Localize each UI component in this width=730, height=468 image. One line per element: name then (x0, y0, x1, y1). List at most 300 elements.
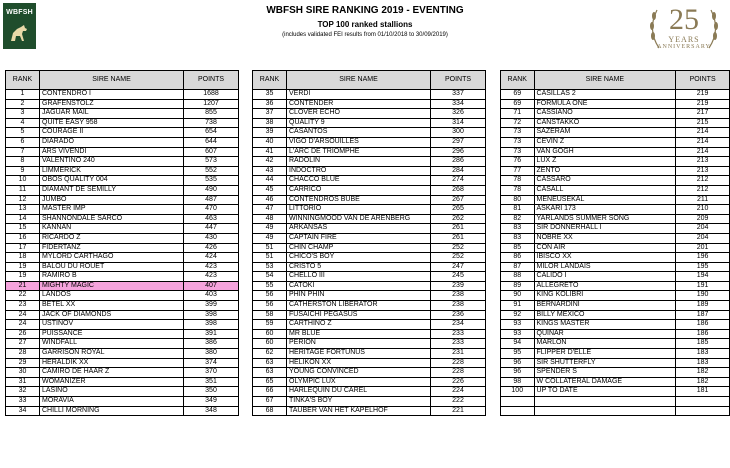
table-row (6, 310, 239, 320)
sire-name-cell: VIGO D'ARSOUILLES (287, 137, 431, 147)
table-row (501, 339, 730, 349)
sire-name-cell: QUINAR (534, 329, 676, 339)
date-range-note: (includes validated FEI results from 01/10/2018 to 30/09/2019) (282, 32, 448, 38)
table-row (6, 368, 239, 378)
rank-cell: 6 (6, 137, 40, 147)
sire-name-cell: HELIKON XX (287, 358, 431, 368)
anniversary-years: YEARS (668, 35, 700, 44)
sire-name-cell: CARRICO (287, 185, 431, 195)
rank-cell: 13 (6, 205, 40, 215)
sire-name-cell (534, 397, 676, 407)
points-cell: 201 (676, 243, 730, 253)
table-row (253, 406, 486, 416)
table-row (253, 339, 486, 349)
sire-name-cell: BERNARDINI (534, 301, 676, 311)
horse-icon (8, 23, 31, 43)
points-cell: 351 (184, 377, 239, 387)
points-cell: 300 (431, 128, 486, 138)
sire-name-cell: MARLON (534, 339, 676, 349)
rank-cell: 94 (501, 339, 535, 349)
sire-name-cell: RAMIRO B (40, 272, 184, 282)
sire-name-cell: CASILLAS 2 (534, 90, 676, 100)
points-cell: 470 (184, 205, 239, 215)
sire-name-cell: NOBRE XX (534, 233, 676, 243)
rank-cell: 18 (6, 253, 40, 263)
rank-cell: 73 (501, 147, 535, 157)
points-cell: 535 (184, 176, 239, 186)
points-cell: 228 (431, 358, 486, 368)
sire-name-cell: ALLEGRETO (534, 281, 676, 291)
sire-name-cell: WOMANIZER (40, 377, 184, 387)
rank-cell: 69 (501, 90, 535, 100)
sire-name-cell: CHACCO BLUE (287, 176, 431, 186)
sire-name-cell: MIGHTY MAGIC (40, 281, 184, 291)
table-row (6, 224, 239, 234)
rank-cell: 65 (253, 377, 287, 387)
sire-name-cell (534, 406, 676, 416)
points-cell: 644 (184, 137, 239, 147)
points-cell: 573 (184, 157, 239, 167)
rank-cell: 72 (501, 118, 535, 128)
sire-name-cell: CONTENDRO I (40, 90, 184, 100)
rank-cell (501, 406, 535, 416)
table-row (6, 185, 239, 195)
table-row (253, 368, 486, 378)
points-cell: 214 (676, 137, 730, 147)
table-row (6, 128, 239, 138)
rank-header: RANK (253, 71, 287, 90)
table-row (501, 99, 730, 109)
points-cell (676, 397, 730, 407)
points-cell: 423 (184, 272, 239, 282)
points-cell: 186 (676, 320, 730, 330)
rank-header: RANK (501, 71, 535, 90)
points-cell: 261 (431, 224, 486, 234)
table-row (253, 387, 486, 397)
table-row (501, 397, 730, 407)
table-row (253, 157, 486, 167)
sire-name-cell: CHICO'S BOY (287, 253, 431, 263)
rank-cell: 17 (6, 243, 40, 253)
sire-name-cell: CHILLI MORNING (40, 406, 184, 416)
table-row (501, 377, 730, 387)
rank-cell: 1 (6, 90, 40, 100)
rank-cell: 46 (253, 195, 287, 205)
rank-cell: 67 (253, 397, 287, 407)
sire-name-cell: QUALITY 9 (287, 118, 431, 128)
sire-name-cell: FIDERTANZ (40, 243, 184, 253)
points-cell: 349 (184, 397, 239, 407)
sire-name-cell: CHELLO III (287, 272, 431, 282)
rank-cell: 96 (501, 368, 535, 378)
points-cell: 738 (184, 118, 239, 128)
table-row (501, 358, 730, 368)
rank-cell: 24 (6, 310, 40, 320)
sire-name-cell: PERION (287, 339, 431, 349)
table-row (253, 397, 486, 407)
points-cell: 214 (676, 128, 730, 138)
points-cell: 252 (431, 253, 486, 263)
points-cell: 398 (184, 310, 239, 320)
sire-name-cell: GRAFENSTOLZ (40, 99, 184, 109)
points-cell: 183 (676, 349, 730, 359)
points-cell: 234 (431, 320, 486, 330)
laurel-icon (643, 2, 725, 64)
table-row (253, 291, 486, 301)
points-cell: 337 (431, 90, 486, 100)
rank-cell: 83 (501, 224, 535, 234)
points-header: POINTS (184, 71, 239, 90)
points-cell: 374 (184, 358, 239, 368)
table-row (6, 301, 239, 311)
points-cell: 274 (431, 176, 486, 186)
rank-cell: 56 (253, 301, 287, 311)
sire-name-cell: JACK OF DIAMONDS (40, 310, 184, 320)
table-row (253, 195, 486, 205)
sire-name-cell: CASANTOS (287, 128, 431, 138)
sire-name-cell: INDOCTRO (287, 166, 431, 176)
rank-cell: 85 (501, 243, 535, 253)
rank-cell: 34 (6, 406, 40, 416)
table-header-row (501, 71, 730, 90)
points-cell: 407 (184, 281, 239, 291)
table-row (6, 387, 239, 397)
points-cell: 222 (431, 397, 486, 407)
rank-cell: 51 (253, 243, 287, 253)
table-row (253, 301, 486, 311)
sire-name-cell: RICARDO Z (40, 233, 184, 243)
rank-cell: 3 (6, 109, 40, 119)
rank-cell: 5 (6, 128, 40, 138)
points-cell (676, 406, 730, 416)
rank-cell: 33 (6, 397, 40, 407)
rank-cell: 41 (253, 147, 287, 157)
sire-name-cell: SIR DONNERHALL I (534, 224, 676, 234)
points-cell: 189 (676, 301, 730, 311)
page-subtitle: TOP 100 ranked stallions (317, 20, 413, 29)
wbfsh-logo (3, 3, 36, 49)
table-row (501, 310, 730, 320)
rank-cell: 7 (6, 147, 40, 157)
points-cell: 217 (676, 109, 730, 119)
sire-name-cell: UP TO DATE (534, 387, 676, 397)
points-cell: 204 (676, 233, 730, 243)
table-row (6, 118, 239, 128)
rank-cell: 78 (501, 185, 535, 195)
table-row (501, 406, 730, 416)
table-row (253, 253, 486, 263)
points-cell: 191 (676, 281, 730, 291)
points-cell: 463 (184, 214, 239, 224)
sire-name-cell: CASSIANO (534, 109, 676, 119)
table-row (6, 349, 239, 359)
points-cell: 447 (184, 224, 239, 234)
sire-name-cell: OLYMPIC LUX (287, 377, 431, 387)
points-cell: 267 (431, 195, 486, 205)
table-row (6, 176, 239, 186)
rank-cell: 76 (501, 157, 535, 167)
points-cell: 233 (431, 339, 486, 349)
sire-name-cell: ASKARI 173 (534, 205, 676, 215)
table-row (6, 281, 239, 291)
points-cell: 247 (431, 262, 486, 272)
sire-name-cell: ZENTO (534, 166, 676, 176)
points-cell: 252 (431, 243, 486, 253)
points-cell: 236 (431, 310, 486, 320)
rank-cell: 8 (6, 157, 40, 167)
points-cell: 187 (676, 310, 730, 320)
rank-cell: 91 (501, 301, 535, 311)
points-cell: 226 (431, 377, 486, 387)
table-row (501, 243, 730, 253)
sire-name-cell: BETEL XX (40, 301, 184, 311)
sire-name-cell: SAZERAM (534, 128, 676, 138)
rank-cell: 23 (6, 301, 40, 311)
table-row (253, 262, 486, 272)
table-row (6, 329, 239, 339)
sire-name-cell: KINGS MASTER (534, 320, 676, 330)
sire-name-cell: VAN GOGH (534, 147, 676, 157)
table-row (6, 214, 239, 224)
points-cell: 224 (431, 387, 486, 397)
sire-name-cell: CONTENDROS BUBE (287, 195, 431, 205)
sire-name-cell: CRISTO 5 (287, 262, 431, 272)
rank-cell: 39 (253, 128, 287, 138)
table-row (253, 377, 486, 387)
points-cell: 215 (676, 118, 730, 128)
sire-name-cell: TAUBER VAN HET KAPELHOF (287, 406, 431, 416)
page-title: WBFSH SIRE RANKING 2019 - EVENTING (266, 5, 464, 16)
sire-name-cell: CASSARO (534, 176, 676, 186)
table-row (253, 358, 486, 368)
rank-cell: 21 (6, 281, 40, 291)
rank-cell: 29 (6, 358, 40, 368)
rank-cell: 62 (253, 349, 287, 359)
table-row (6, 358, 239, 368)
rank-cell: 48 (253, 214, 287, 224)
rank-cell: 81 (501, 205, 535, 215)
points-cell: 245 (431, 272, 486, 282)
table-row (253, 137, 486, 147)
table-row (501, 195, 730, 205)
points-cell: 398 (184, 320, 239, 330)
rank-cell: 54 (253, 272, 287, 282)
points-cell: 212 (676, 176, 730, 186)
points-header: POINTS (431, 71, 486, 90)
points-cell: 214 (676, 147, 730, 157)
rank-cell: 93 (501, 320, 535, 330)
table-row (253, 272, 486, 282)
sire-name-cell: MORAVIA (40, 397, 184, 407)
rank-cell: 12 (6, 195, 40, 205)
points-cell: 370 (184, 368, 239, 378)
points-cell: 284 (431, 166, 486, 176)
sire-name-cell: LASINO (40, 387, 184, 397)
points-cell: 221 (431, 406, 486, 416)
anniversary-badge (643, 2, 725, 64)
rank-cell: 51 (253, 253, 287, 263)
sire-name-cell: OBOS QUALITY 004 (40, 176, 184, 186)
rank-cell: 2 (6, 99, 40, 109)
rank-cell: 92 (501, 310, 535, 320)
points-cell: 1207 (184, 99, 239, 109)
sire-name-cell: IBISCO XX (534, 253, 676, 263)
points-cell: 1688 (184, 90, 239, 100)
table-row (6, 233, 239, 243)
sire-name-cell: FLIPPER D'ELLE (534, 349, 676, 359)
table-row (501, 90, 730, 100)
table-row (501, 329, 730, 339)
table-row (253, 320, 486, 330)
table-row (501, 137, 730, 147)
points-cell: 196 (676, 253, 730, 263)
points-cell: 423 (184, 262, 239, 272)
rank-cell: 73 (501, 137, 535, 147)
rank-cell: 44 (253, 176, 287, 186)
points-cell: 183 (676, 358, 730, 368)
rank-cell: 63 (253, 368, 287, 378)
sire-name-cell: CEVIN Z (534, 137, 676, 147)
rank-cell: 77 (501, 166, 535, 176)
points-cell: 426 (184, 243, 239, 253)
sire-name-cell: ARS VIVENDI (40, 147, 184, 157)
points-cell: 391 (184, 329, 239, 339)
table-header-row (253, 71, 486, 90)
rank-cell: 26 (6, 329, 40, 339)
rank-cell: 16 (6, 233, 40, 243)
table-row (253, 205, 486, 215)
table-row (501, 166, 730, 176)
points-cell: 297 (431, 137, 486, 147)
rank-cell: 60 (253, 329, 287, 339)
table-row (253, 99, 486, 109)
rank-header: RANK (6, 71, 40, 90)
rank-cell: 24 (6, 320, 40, 330)
table-row (253, 176, 486, 186)
points-cell: 182 (676, 377, 730, 387)
sire-name-cell: PUISSANCE (40, 329, 184, 339)
sire-name-cell: HERALDIK XX (40, 358, 184, 368)
sire-name-cell: KANNAN (40, 224, 184, 234)
points-cell: 212 (676, 185, 730, 195)
table-row (501, 185, 730, 195)
rank-cell: 19 (6, 272, 40, 282)
sire-name-cell: DIAMANT DE SEMILLY (40, 185, 184, 195)
sire-name-cell: DIARADO (40, 137, 184, 147)
rank-cell: 89 (501, 281, 535, 291)
points-cell: 552 (184, 166, 239, 176)
sire-name-cell: CATHERSTON LIBERATOR (287, 301, 431, 311)
sire-name-cell: PHIN PHIN (287, 291, 431, 301)
rank-cell (501, 397, 535, 407)
sire-name-cell: QUITE EASY 958 (40, 118, 184, 128)
anniversary-label: ANNIVERSARY (657, 44, 711, 50)
points-cell: 190 (676, 291, 730, 301)
points-cell: 238 (431, 301, 486, 311)
table-row (501, 387, 730, 397)
rank-cell: 4 (6, 118, 40, 128)
rank-cell: 86 (501, 253, 535, 263)
table-row (501, 109, 730, 119)
rank-cell: 27 (6, 339, 40, 349)
points-cell: 265 (431, 205, 486, 215)
points-header: POINTS (676, 71, 730, 90)
table-row (253, 243, 486, 253)
sire-name-cell: CATOKI (287, 281, 431, 291)
table-row (501, 320, 730, 330)
points-cell: 314 (431, 118, 486, 128)
sire-name-cell: W COLLATERAL DAMAGE (534, 377, 676, 387)
table-row (501, 176, 730, 186)
sire-name-cell: SIR SHUTTERFLY (534, 358, 676, 368)
sire-name-cell: HARLEQUIN DU CAREL (287, 387, 431, 397)
points-cell: 296 (431, 147, 486, 157)
points-cell: 607 (184, 147, 239, 157)
table-row (6, 195, 239, 205)
table-row (6, 262, 239, 272)
rank-cell: 37 (253, 109, 287, 119)
sire-name-header: SIRE NAME (534, 71, 676, 90)
table-row (253, 185, 486, 195)
sire-name-cell: MR BLUE (287, 329, 431, 339)
points-cell: 403 (184, 291, 239, 301)
table-header-row (6, 71, 239, 90)
table-row (501, 272, 730, 282)
rank-cell: 14 (6, 214, 40, 224)
ranking-table-3 (500, 70, 730, 416)
points-cell: 238 (431, 291, 486, 301)
points-cell: 261 (431, 233, 486, 243)
table-row (501, 301, 730, 311)
rank-cell: 53 (253, 262, 287, 272)
rank-cell: 55 (253, 281, 287, 291)
rank-cell: 36 (253, 99, 287, 109)
points-cell: 350 (184, 387, 239, 397)
sire-name-cell: BALOU DU ROUET (40, 262, 184, 272)
rank-cell: 35 (253, 90, 287, 100)
table-row (6, 291, 239, 301)
rank-cell: 87 (501, 262, 535, 272)
table-row (501, 118, 730, 128)
points-cell: 209 (676, 214, 730, 224)
rank-cell: 100 (501, 387, 535, 397)
table-row (6, 339, 239, 349)
points-cell: 380 (184, 349, 239, 359)
rank-cell: 19 (6, 262, 40, 272)
sire-name-cell: KING KOLIBRI (534, 291, 676, 301)
table-row (253, 147, 486, 157)
sire-name-cell: JUMBO (40, 195, 184, 205)
sire-name-cell: HERITAGE FORTUNUS (287, 349, 431, 359)
sire-name-cell: CAPTAIN FIRE (287, 233, 431, 243)
points-cell: 233 (431, 329, 486, 339)
points-cell: 239 (431, 281, 486, 291)
rank-cell: 49 (253, 224, 287, 234)
table-row (501, 233, 730, 243)
rank-cell: 47 (253, 205, 287, 215)
table-row (501, 262, 730, 272)
points-cell: 262 (431, 214, 486, 224)
sire-name-cell: COURAGE II (40, 128, 184, 138)
table-row (6, 243, 239, 253)
table-row (253, 233, 486, 243)
sire-name-cell: LUX Z (534, 157, 676, 167)
table-row (253, 214, 486, 224)
rank-cell: 63 (253, 358, 287, 368)
points-cell: 186 (676, 329, 730, 339)
points-cell: 334 (431, 99, 486, 109)
sire-name-cell: CANSTAKKO (534, 118, 676, 128)
